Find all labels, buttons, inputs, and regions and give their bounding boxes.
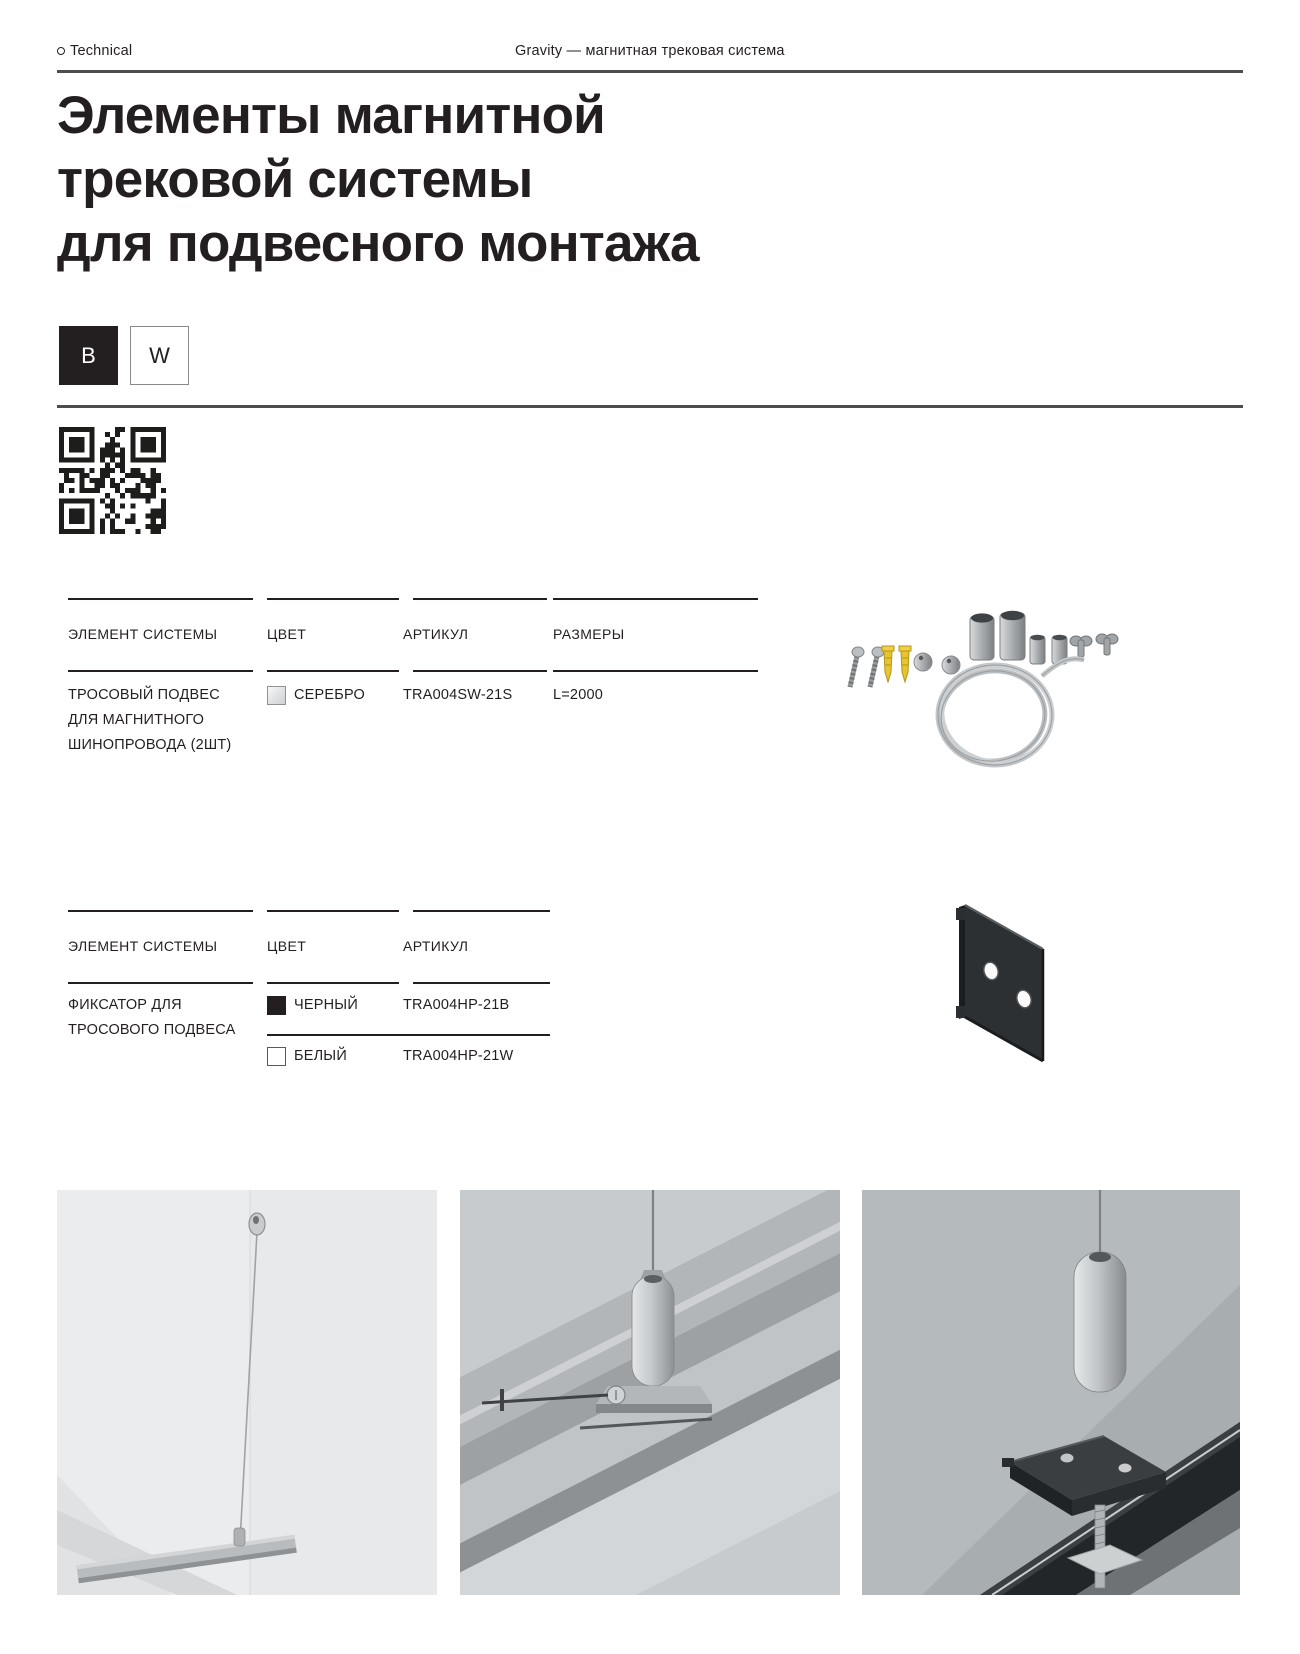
table1-top-rule-seg2 — [267, 598, 399, 600]
table2-variant2-color: БЕЛЫЙ — [294, 1048, 347, 1064]
dome-caps-icon — [914, 653, 960, 674]
table2-col-color: ЦВЕТ — [267, 938, 307, 954]
large-cylinders-icon — [970, 611, 1025, 660]
white-swatch — [267, 1047, 286, 1066]
table1-col-size: РАЗМЕРЫ — [553, 626, 625, 642]
page-title-line-2: трековой системы — [57, 150, 533, 209]
screws-icon — [850, 647, 884, 687]
variant-button-black[interactable] — [59, 326, 118, 385]
black-swatch — [267, 996, 286, 1015]
table1-sku-value: TRA004SW-21S — [403, 687, 513, 703]
table2-col-sku: АРТИКУЛ — [403, 938, 469, 954]
qr-code — [59, 427, 166, 534]
table1-top-rule-seg1 — [68, 598, 253, 600]
table2-row-divider — [267, 1034, 550, 1036]
dowels-icon — [882, 646, 911, 682]
page-header-title: Gravity — магнитная трековая система — [515, 43, 785, 59]
table2-element-name — [68, 993, 236, 1043]
table1-element-name — [68, 683, 231, 758]
table1-element-line3: ШИНОПРОВОДА (2ШТ) — [68, 737, 232, 753]
table2-variant1-sku: TRA004HP-21B — [403, 997, 510, 1013]
table1-element-line1: ТРОСОВЫЙ ПОДВЕС — [68, 687, 220, 703]
table1-top-rule-seg4 — [553, 598, 758, 600]
suspension-kit-image — [830, 580, 1120, 790]
photo-ceiling-suspension — [57, 1190, 437, 1595]
table2-element-line1: ФИКСАТОР ДЛЯ — [68, 997, 182, 1013]
silver-swatch — [267, 686, 286, 705]
variant-button-white[interactable] — [130, 326, 189, 385]
table2-top-rule-seg3 — [413, 910, 550, 912]
page-title-line-1: Элементы магнитной — [57, 86, 605, 145]
table2-variant2-sku: TRA004HP-21W — [403, 1048, 514, 1064]
page-title-line-3: для подвесного монтажа — [57, 214, 699, 273]
table2-col-element: ЭЛЕМЕНТ СИСТЕМЫ — [68, 938, 218, 954]
table1-mid-rule-seg1 — [68, 670, 253, 672]
table1-mid-rule-seg2 — [267, 670, 399, 672]
variant-button-white-label: W — [149, 342, 170, 368]
cable-coil-icon — [935, 659, 1084, 769]
table2-top-rule-seg2 — [267, 910, 399, 912]
table1-color-name: СЕРЕБРО — [294, 687, 366, 703]
fixator-plate-image — [945, 895, 1065, 1065]
table1-col-color: ЦВЕТ — [267, 626, 307, 642]
header-divider — [57, 70, 1243, 73]
table2-element-line2: ТРОСОВОГО ПОДВЕСА — [68, 1022, 236, 1038]
table2-mid-rule-seg2 — [267, 982, 399, 984]
table1-size-value: L=2000 — [553, 687, 603, 703]
table1-element-line2: ДЛЯ МАГНИТНОГО — [68, 712, 205, 728]
page-title — [57, 84, 699, 276]
table2-variant1-color: ЧЕРНЫЙ — [294, 997, 358, 1013]
table1-col-sku: АРТИКУЛ — [403, 626, 469, 642]
table1-top-rule-seg3 — [413, 598, 547, 600]
technical-logo-circle-icon — [57, 47, 65, 55]
wing-bolts-icon — [1070, 634, 1118, 657]
section-divider — [57, 405, 1243, 408]
brand-label: Technical — [70, 43, 133, 59]
table1-mid-rule-seg3 — [413, 670, 547, 672]
table2-top-rule-seg1 — [68, 910, 253, 912]
photo-exploded-fixator — [862, 1190, 1240, 1595]
table2-mid-rule-seg1 — [68, 982, 253, 984]
variant-button-black-label: B — [81, 342, 96, 368]
photo-track-mounted-suspension — [460, 1190, 840, 1595]
table1-mid-rule-seg4 — [553, 670, 758, 672]
table2-mid-rule-seg3 — [413, 982, 550, 984]
table1-col-element: ЭЛЕМЕНТ СИСТЕМЫ — [68, 626, 218, 642]
